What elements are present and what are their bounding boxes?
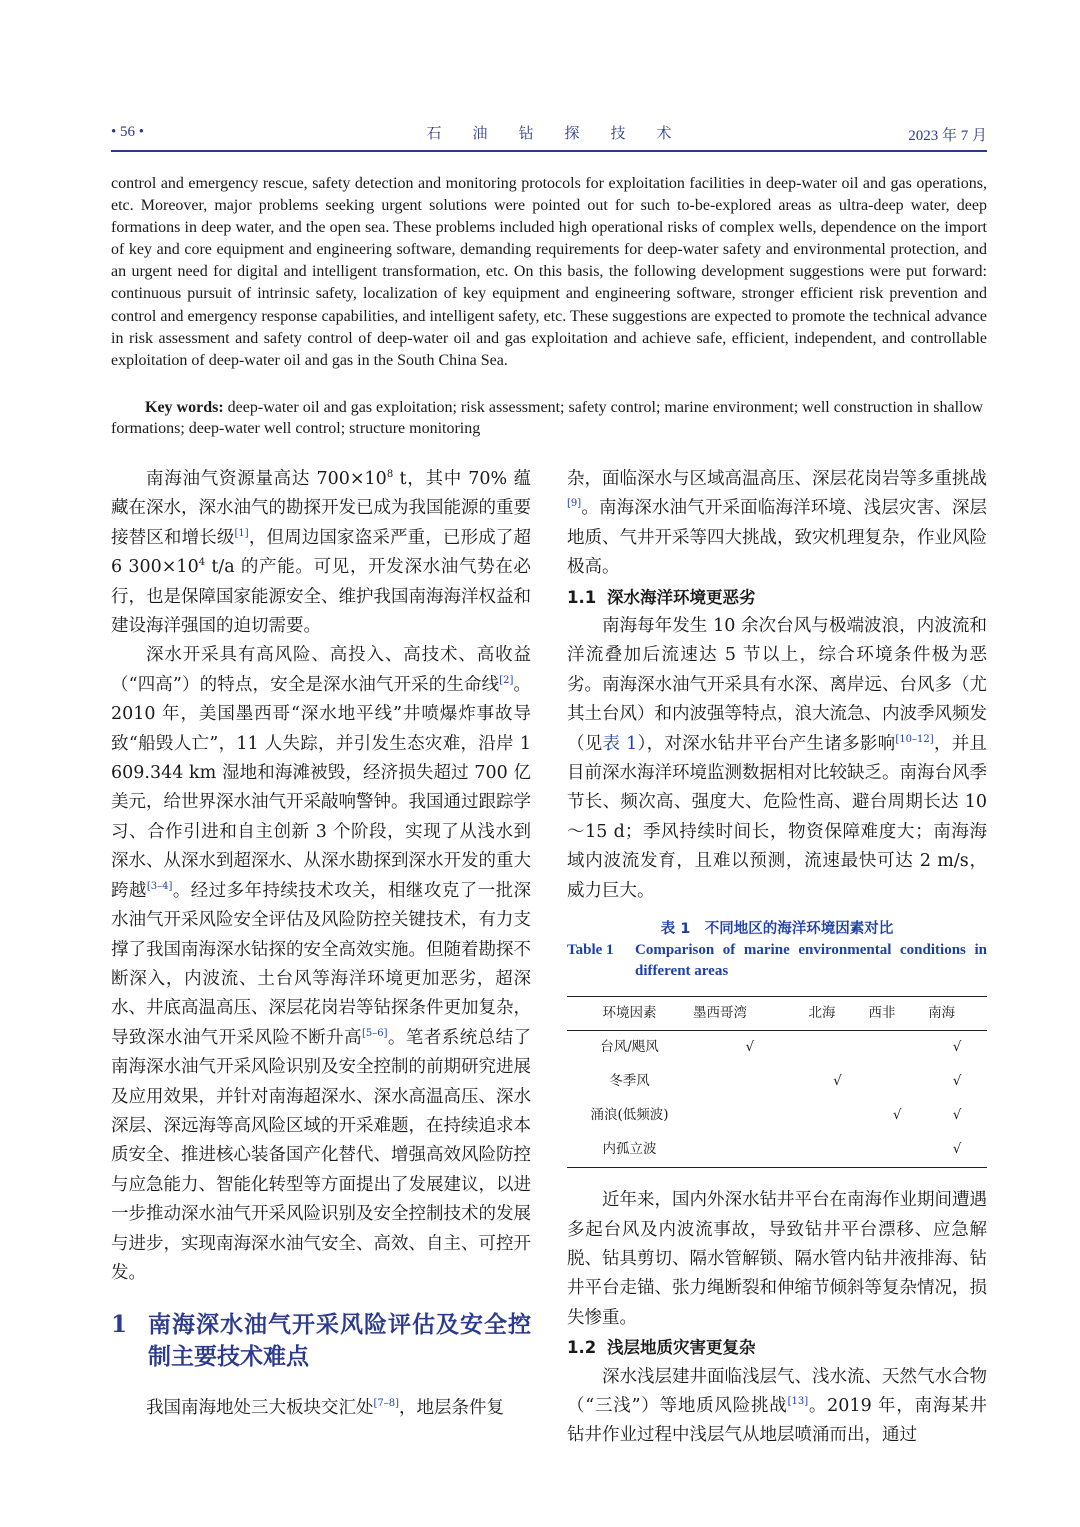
table-cell xyxy=(867,1133,927,1168)
table-row xyxy=(567,1099,987,1133)
citation-link[interactable]: [3–4] xyxy=(146,880,173,892)
section-title: 南海深水油气开采风险评估及安全控制主要技术难点 xyxy=(148,1311,531,1371)
header-rule xyxy=(111,150,987,152)
table-cell: 冬季风 xyxy=(609,1073,650,1090)
table-cell: √ xyxy=(952,1073,962,1090)
citation-link[interactable]: [5–6] xyxy=(362,1027,388,1039)
table-cell: √ xyxy=(952,1107,962,1124)
table-cell xyxy=(808,1133,868,1168)
table-header-cell: 墨西哥湾 xyxy=(692,997,808,1031)
table-cell: √ xyxy=(745,1039,755,1056)
table-cell: √ xyxy=(927,1133,987,1168)
subsection-1-1-paragraph-2: 近年来，国内外深水钻井平台在南海作业期间遭遇多起台风及内波流事故，导致钻井平台漂移、应急解脱、钻具剪切、隔水管解锁、隔水管内钻井液排海、钻井平台走锚、张力绳断裂和伸缩节倾斜等复杂情况，损失惨重。 xyxy=(567,1190,987,1328)
table-cell: √ xyxy=(892,1107,902,1124)
table-cell xyxy=(692,1133,808,1168)
table-row xyxy=(567,1031,987,1066)
table-cell xyxy=(808,1099,868,1133)
table-cell xyxy=(692,1065,808,1099)
table-cell xyxy=(867,1031,927,1066)
citation-link[interactable]: [9] xyxy=(567,498,582,510)
section-1-paragraph: 我国南海地处三大板块交汇处[7–8]，地层条件复 xyxy=(146,1398,505,1419)
table-header-cell: 南海 xyxy=(927,997,987,1031)
abstract-text: control and emergency rescue, safety detection and monitoring protocols for exploitation facilities in deep-water oil and gas operations, etc. Moreover, major problems seeking urgent solutions were pointed out for such to-be-explored areas as ultra-deep water, deep formations in deep water, and the open sea. These problems included high operational risks of complex wells, dependence on the import of key and core equipment and engineering software, demanding requirements for deep-water safety and environmental protection, and an urgent need for digital and intelligent transformation, etc. On this basis, the following development suggestions were put forward: continuous pursuit of intrinsic safety, localization of key equipment and engineering software, stronger efficient risk prevention and control and emergency response capabilities, and intelligent safety, etc. These suggestions are expected to promote the technical advance in risk assessment and safety control of deep-water oil and gas exploitation and achieve safe, efficient, independent, and controllable exploitation of deep-water oil and gas in the South China Sea. xyxy=(111,175,987,369)
table-header-cell: 北海 xyxy=(808,997,868,1031)
table-cell xyxy=(808,1031,868,1066)
right-column xyxy=(567,465,987,1451)
intro-paragraph-2: 深水开采具有高风险、高投入、高技术、高收益（“四高”）的特点，安全是深水油气开采的生命线[2]。2010 年，美国墨西哥“深水地平线”井喷爆炸事故导致“船毁人亡”，11 人失踪，并引发生态灾难，沿岸 1 609.344 km 湿地和海滩被毁，经济损失超过 700 亿美元，给世界深水油气开采敲响警钟。我国通过跟踪学习、合作引进和自主创新 3 个阶段，实现了从浅水到深水、从深水到超深水、从深水勘探到深水开发的重大跨越[3–4]。经过多年持续技术攻关，相继攻克了一批深水油气开采风险安全评估及风险防控关键技术，有力支撑了我国南海深水钻探的安全高效实施。但随着勘探不断深入，内波流、土台风等海洋环境更加恶劣，超深水、井底高温高压、深层花岗岩等钻探条件更加复杂，导致深水油气开采风险不断升高[5–6]。笔者系统总结了南海深水油气开采风险识别及安全控制的前期研究进展及应用效果，并针对南海超深水、深水高温高压、深水深层、深远海等高风险区域的开采难题，在持续追求本质安全、推进核心装备国产化替代、增强高效风险防控与应急能力、智能化转型等方面提出了发展建议，以进一步推动深水油气开采风险识别及安全控制技术的发展与进步，实现南海深水油气安全、高效、自主、可控开发。 xyxy=(111,645,532,1283)
table-cell: 内孤立波 xyxy=(567,1133,692,1168)
citation-link[interactable]: [13] xyxy=(787,1395,809,1407)
citation-link[interactable]: [2] xyxy=(499,674,514,686)
page-number: • 56 • xyxy=(111,124,145,140)
intro-paragraph-1: 南海油气资源量高达 $700\times 10^8$ t，其中 70% 蕴藏在深水，深水油气的勘探开发已成为我国能源的重要接替区和增长级[1]，但周边国家盗采严重，已形成了超 6 $300\times 10^4$ t/a 的产能。可见，开发深水油气势在必行，也是保障国家能源安全、维护我国南海海洋权益和建设海洋强国的迫切需要。 xyxy=(111,469,532,637)
table-row xyxy=(567,1065,987,1099)
keywords-label: Key words: xyxy=(145,399,224,416)
environment-comparison-table xyxy=(567,996,987,1168)
running-header xyxy=(111,122,987,148)
table-caption-cn: 表 1 不同地区的海洋环境因素对比 xyxy=(660,921,894,938)
table-cell: √ xyxy=(952,1039,962,1056)
citation-link[interactable]: [10–12] xyxy=(895,733,934,745)
issue-date: 2023 年 7 月 xyxy=(908,128,987,144)
table-cell: 涌浪(低频波) xyxy=(590,1107,669,1124)
table-cell xyxy=(867,1065,927,1099)
table-header-cell: 环境因素 xyxy=(567,997,692,1031)
table-header-row xyxy=(567,997,987,1031)
keywords-list: deep-water oil and gas exploitation; risk assessment; safety control; marine environment; well construction in shallow formations; deep-water well control; structure monitoring xyxy=(111,399,984,437)
table-row xyxy=(567,1133,987,1168)
subsection-1-1-paragraph: 南海每年发生 10 余次台风与极端波浪，内波流和洋流叠加后流速达 5 节以上，综合环境条件极为恶劣。南海深水油气开采具有水深、离岸远、台风多（尤其土台风）和内波强等特点，浪大流急、内波季风频发（见表 1），对深水钻井平台产生诸多影响[10–12]，并且目前深水海洋环境监测数据相对比较缺乏。南海台风季节长、频次高、强度大、危险性高、避台周期长达 10～15 d；季风持续时间长，物资保障难度大；南海海域内波流发育，且难以预测，流速最快可达 2 m/s，威力巨大。 xyxy=(567,616,988,901)
table-cell xyxy=(692,1099,808,1133)
table-cell: 台风/飓风 xyxy=(600,1039,659,1056)
journal-title: 石油钻探技术 xyxy=(426,126,703,142)
section-1-heading xyxy=(111,1309,531,1373)
table-caption-en: Table 1 Comparison of marine environmental conditions in different areas xyxy=(567,942,987,980)
subsection-1-2-heading: 1.2 浅层地质灾害更复杂 xyxy=(567,1338,756,1358)
keywords xyxy=(111,397,987,439)
continued-paragraph: 杂，面临深水与区域高温高压、深层花岗岩等多重挑战[9]。南海深水油气开采面临海洋环境、浅层灾害、深层地质、气井开采等四大挑战，致灾机理复杂，作业风险极高。 xyxy=(567,469,987,578)
citation-link[interactable]: [1] xyxy=(234,527,249,539)
table-link[interactable]: 表 1 xyxy=(602,733,638,754)
subsection-1-1-heading: 1.1 深水海洋环境更恶劣 xyxy=(567,587,756,607)
section-number: 1 xyxy=(111,1311,128,1339)
table-cell: √ xyxy=(833,1073,842,1090)
subsection-1-2-paragraph: 深水浅层建井面临浅层气、浅水流、天然气水合物（“三浅”）等地质风险挑战[13]。2019 年，南海某井钻井作业过程中浅层气从地层喷涌而出，通过 xyxy=(567,1366,987,1446)
citation-link[interactable]: [7–8] xyxy=(373,1398,400,1410)
table-header-cell: 西非 xyxy=(867,997,927,1031)
left-column xyxy=(111,465,531,1424)
